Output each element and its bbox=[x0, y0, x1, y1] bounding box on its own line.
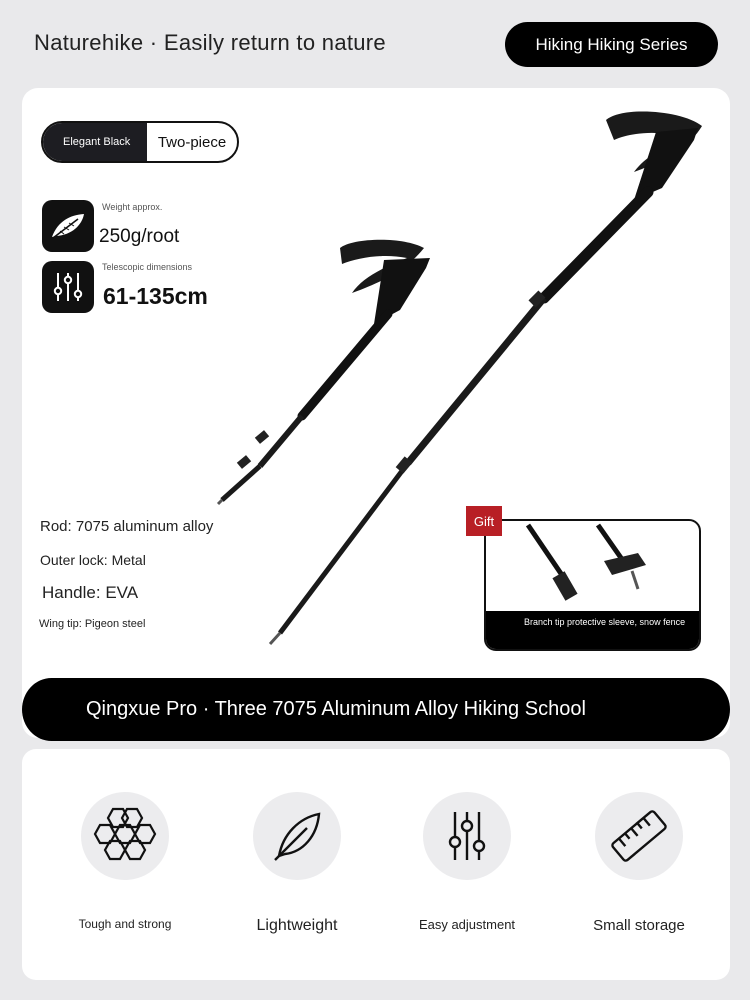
feature-label-adjustment: Easy adjustment bbox=[418, 917, 516, 932]
spec-handle: Handle: EVA bbox=[42, 583, 139, 602]
color-option-two-piece[interactable]: Two-piece bbox=[157, 133, 227, 151]
gift-caption: Branch tip protective sleeve, snow fence bbox=[486, 611, 699, 649]
feature-lightweight bbox=[216, 749, 376, 980]
sliders-icon bbox=[423, 792, 511, 880]
color-option-elegant-black[interactable]: Elegant Black bbox=[43, 123, 147, 161]
series-button[interactable]: Hiking Hiking Series bbox=[505, 22, 718, 67]
gift-tag: Gift bbox=[466, 506, 502, 536]
feature-tough bbox=[44, 749, 204, 980]
gift-accessories-image bbox=[486, 521, 699, 615]
length-value: 61-135cm bbox=[103, 283, 208, 309]
spec-rod: Rod: 7075 aluminum alloy bbox=[40, 518, 214, 535]
product-card bbox=[22, 88, 730, 738]
product-banner: Qingxue Pro · Three 7075 Aluminum Alloy Hiking School bbox=[22, 678, 730, 741]
feature-label-lightweight: Lightweight bbox=[256, 917, 338, 934]
honeycomb-icon bbox=[81, 792, 169, 880]
weight-value: 250g/root bbox=[99, 226, 180, 247]
feature-adjustment bbox=[386, 749, 546, 980]
feature-storage bbox=[558, 749, 718, 980]
gift-box bbox=[484, 519, 701, 651]
length-caption: Telescopic dimensions bbox=[102, 262, 193, 272]
spec-lock: Outer lock: Metal bbox=[40, 552, 146, 568]
features-card bbox=[22, 749, 730, 980]
ruler-icon bbox=[595, 792, 683, 880]
header-title: Naturehike · Easily return to nature bbox=[34, 30, 386, 55]
feather-icon bbox=[253, 792, 341, 880]
feature-label-storage: Small storage bbox=[593, 917, 685, 934]
spec-tip: Wing tip: Pigeon steel bbox=[39, 618, 146, 630]
weight-caption: Weight approx. bbox=[102, 202, 163, 212]
feature-label-tough: Tough and strong bbox=[78, 917, 172, 931]
